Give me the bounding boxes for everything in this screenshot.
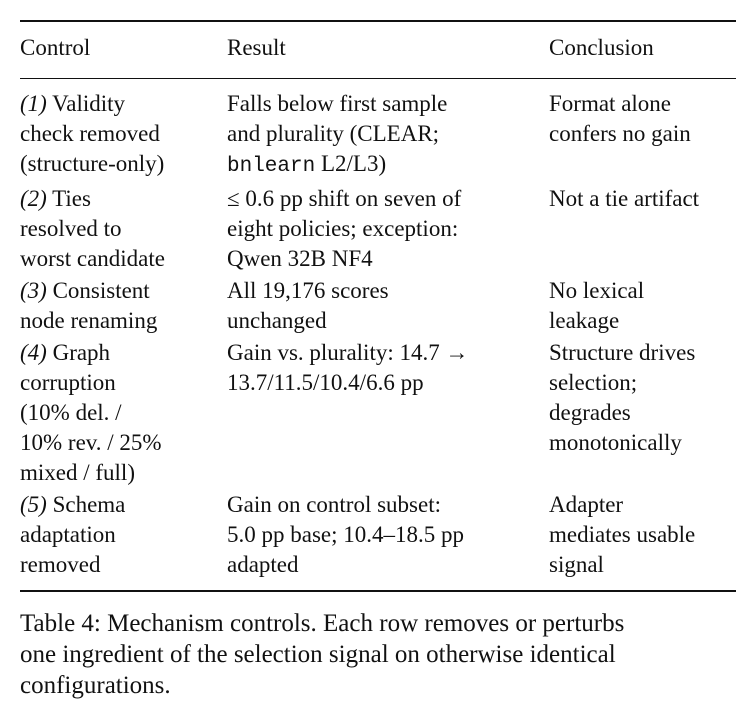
- conclusion-line: Not a tie artifact: [549, 186, 700, 211]
- table-row: [20, 184, 736, 274]
- table-row: [20, 89, 736, 182]
- result-line: Gain vs. plurality: 14.7 →: [227, 340, 469, 365]
- conclusion-line: Structure drives: [549, 340, 696, 365]
- control-text: Graph: [52, 340, 111, 365]
- conclusion-line: selection;: [549, 370, 638, 395]
- result-cell: [227, 184, 549, 274]
- result-cell: [227, 338, 549, 398]
- result-cell: [227, 89, 549, 182]
- control-cell: [20, 338, 227, 488]
- control-number: (2): [20, 186, 47, 211]
- result-line: Qwen 32B NF4: [227, 246, 373, 271]
- result-line: Falls below first sample: [227, 91, 448, 116]
- control-number: (4): [20, 340, 47, 365]
- conclusion-line: Format alone: [549, 91, 671, 116]
- control-line: adaptation: [20, 522, 116, 547]
- conclusion-line: mediates usable: [549, 522, 696, 547]
- conclusion-line: degrades: [549, 400, 631, 425]
- header-result: Result: [227, 35, 286, 60]
- control-text: Ties: [52, 186, 91, 211]
- result-cell: [227, 276, 549, 336]
- result-line: adapted: [227, 552, 299, 577]
- control-number: (1): [20, 91, 47, 116]
- control-line: removed: [20, 552, 101, 577]
- result-line: All 19,176 scores: [227, 278, 389, 303]
- table-row: [20, 490, 736, 580]
- conclusion-line: leakage: [549, 308, 620, 333]
- mechanism-controls-table: [20, 20, 736, 592]
- result-text: L2/L3): [315, 151, 387, 176]
- control-line: [20, 89, 227, 119]
- conclusion-line: signal: [549, 552, 604, 577]
- control-line: 10% rev. / 25%: [20, 430, 162, 455]
- conclusion-cell: [549, 490, 736, 580]
- conclusion-line: monotonically: [549, 430, 682, 455]
- result-line: 13.7/11.5/10.4/6.6 pp: [227, 370, 424, 395]
- caption-line: one ingredient of the selection signal on otherwise identical: [20, 641, 616, 668]
- control-line: [20, 490, 227, 520]
- header-conclusion: Conclusion: [549, 35, 654, 60]
- caption-line: Table 4: Mechanism controls. Each row removes or perturbs: [20, 610, 625, 637]
- control-line: resolved to: [20, 216, 122, 241]
- result-line: 5.0 pp base; 10.4–18.5 pp: [227, 522, 465, 547]
- result-cell: [227, 490, 549, 580]
- table-header-rule: [20, 78, 736, 79]
- result-line: unchanged: [227, 308, 327, 333]
- result-line: and plurality (CLEAR;: [227, 121, 440, 146]
- control-cell: [20, 89, 227, 179]
- conclusion-cell: [549, 338, 736, 458]
- header-control: Control: [20, 35, 91, 60]
- table-row: [20, 338, 736, 488]
- control-line: [20, 184, 227, 214]
- result-line: Gain on control subset:: [227, 492, 441, 517]
- table-bottom-rule: [20, 590, 736, 592]
- control-number: (3): [20, 278, 47, 303]
- control-line: check removed: [20, 121, 160, 146]
- caption-line: configurations.: [20, 672, 171, 699]
- control-text: Validity: [52, 91, 126, 116]
- table-header-row: [20, 22, 736, 63]
- control-line: (10% del. /: [20, 400, 122, 425]
- control-line: worst candidate: [20, 246, 165, 271]
- conclusion-cell: [549, 276, 736, 336]
- result-code-term: bnlearn: [227, 155, 316, 178]
- conclusion-cell: [549, 184, 736, 214]
- table-body: [20, 89, 736, 580]
- control-line: [20, 338, 227, 368]
- control-number: (5): [20, 492, 47, 517]
- result-line: [227, 149, 549, 182]
- control-cell: [20, 490, 227, 580]
- result-line: eight policies; exception:: [227, 216, 459, 241]
- control-line: (structure-only): [20, 151, 165, 176]
- table-row: [20, 276, 736, 336]
- conclusion-cell: [549, 89, 736, 149]
- control-cell: [20, 276, 227, 336]
- control-line: mixed / full): [20, 460, 135, 485]
- table-caption: [20, 608, 740, 701]
- control-line: corruption: [20, 370, 116, 395]
- conclusion-line: confers no gain: [549, 121, 691, 146]
- control-cell: [20, 184, 227, 274]
- result-line: ≤ 0.6 pp shift on seven of: [227, 186, 462, 211]
- conclusion-line: Adapter: [549, 492, 624, 517]
- conclusion-line: No lexical: [549, 278, 645, 303]
- control-line: [20, 276, 227, 306]
- control-text: Consistent: [52, 278, 150, 303]
- control-line: node renaming: [20, 308, 158, 333]
- control-text: Schema: [52, 492, 126, 517]
